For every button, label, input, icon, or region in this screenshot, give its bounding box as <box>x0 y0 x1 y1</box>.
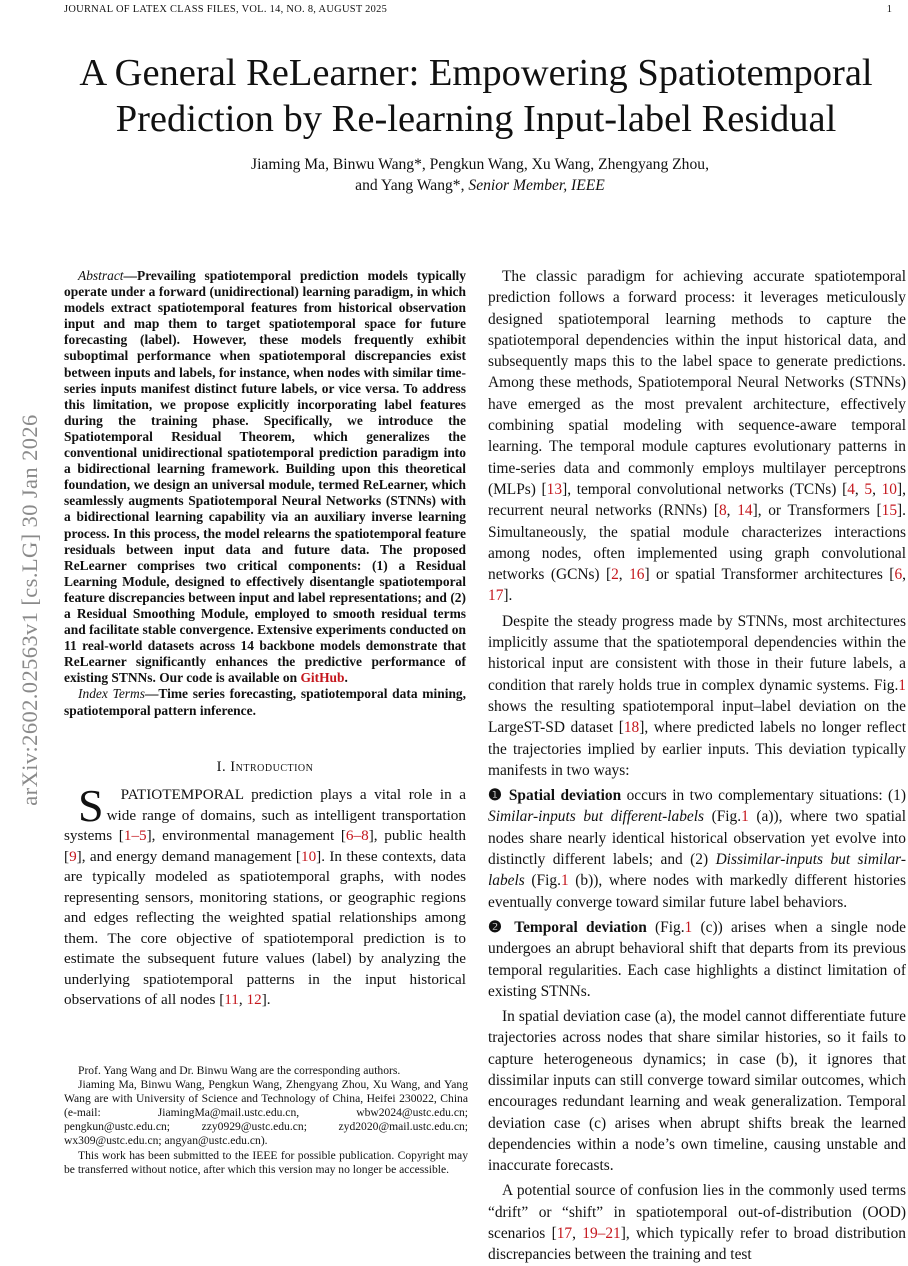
citation-link[interactable]: 9 <box>69 847 77 865</box>
body-text: ], temporal convolutional networks (TCNs) [ <box>562 480 848 498</box>
citation-link[interactable]: 19–21 <box>582 1225 621 1243</box>
temporal-deviation-label: ❷ Temporal deviation <box>488 918 647 936</box>
github-link[interactable]: GitHub <box>300 670 345 686</box>
body-text: ] or spatial Transformer architectures [ <box>644 566 895 584</box>
citation-link[interactable]: 14 <box>737 502 753 520</box>
citation-link[interactable]: 10 <box>881 480 897 498</box>
spatial-deviation-label: ❶ Spatial deviation <box>488 787 622 805</box>
citation-link[interactable]: 12 <box>246 991 262 1009</box>
paragraph-paradigm <box>488 266 906 607</box>
emphasis-text: Similar-inputs but different-labels <box>488 808 705 826</box>
page-number: 1 <box>886 4 892 15</box>
author-line-2 <box>100 175 860 196</box>
body-text: (Fig. <box>646 918 685 936</box>
author-line-1: Jiaming Ma, Binwu Wang*, Pengkun Wang, Xu Wang, Zhengyang Zhou, <box>251 156 709 173</box>
arxiv-identifier: arXiv:2602.02563v1 [cs.LG] 30 Jan 2026 <box>17 414 42 806</box>
intro-text: prediction plays a vital role in a wide range of domains, such as intelligent transportation systems [ <box>64 786 466 845</box>
intro-paragraph <box>64 780 466 1011</box>
body-text: A potential source of confusion lies in the commonly used terms “drift” or “shift” in spatiotemporal out-of-distribution (OOD) scenarios [ <box>488 1182 906 1243</box>
citation-link[interactable]: 18 <box>623 719 640 737</box>
section-heading <box>64 757 466 778</box>
section-title: Introduction <box>230 758 314 775</box>
intro-text: ], public health [ <box>64 827 466 865</box>
citation-link[interactable]: 11 <box>224 991 239 1009</box>
body-text: , <box>726 502 738 520</box>
index-terms-body: —Time series forecasting, spatiotemporal data mining, spatiotemporal pattern inference. <box>64 686 466 718</box>
footnotes <box>64 1064 468 1177</box>
body-text: ]. <box>503 587 513 605</box>
body-text: (c)) arises when a single node undergoes an abrupt behavioral shift that departs from its previous temporal regularities. Each case highlights a distinct limitation of existing STNNs. <box>488 918 906 1000</box>
citation-link[interactable]: 10 <box>300 847 317 865</box>
body-text: ], recurrent neural networks (RNNs) [ <box>488 480 906 520</box>
intro-text: ], and energy demand management [ <box>76 847 301 865</box>
body-text: (Fig. <box>704 808 742 826</box>
citation-link[interactable]: 16 <box>629 566 645 584</box>
paragraph-cases: In spatial deviation case (a), the model cannot differentiate future trajectories across nodes that share similar histories, so it fails to capture heterogeneous dynamics; in case (b), it ignores that dissimilar inputs can still converge toward similar outcomes, which encourages redundant learning and weak generalization. Temporal deviation case (c) arises when abrupt shifts break the learned dependencies within a node’s own timeline, causing unstable and inaccurate forecasts. <box>488 1008 906 1175</box>
intro-text: ]. In these contexts, data are typically modeled as spatiotemporal graphs, with nodes representing sensors, monitoring stations, or geographic regions and edges reflecting the weighted spatial relationships among them. The core objective of spatiotemporal prediction is to estimate the subsequent future values (label) by analyzing the underlying spatiotemporal patterns in the input historical observations of all nodes [ <box>64 847 466 1009</box>
author-list <box>100 154 860 196</box>
footnote-corresponding: Prof. Yang Wang and Dr. Binwu Wang are the corresponding authors. <box>78 1064 401 1077</box>
author-line-2-names: and Yang Wang*, <box>355 177 469 194</box>
body-text: , <box>872 480 882 498</box>
footnote-copyright: This work has been submitted to the IEEE for possible publication. Copyright may be transferred without notice, after which this version may no longer be accessible. <box>64 1148 468 1176</box>
paragraph-deviation <box>488 611 906 781</box>
body-text: ], where predicted labels no longer reflect the trajectories implied by earlier inputs. This deviation typically manifests in two ways: <box>488 719 906 779</box>
body-text: (b)), where nodes with markedly different histories eventually converge toward similar future label behaviors. <box>488 872 906 911</box>
citation-link[interactable]: 17 <box>488 587 504 605</box>
citation-link[interactable]: 17 <box>556 1225 573 1243</box>
body-text: , <box>854 480 865 498</box>
citation-link[interactable]: 4 <box>847 480 855 498</box>
citation-link[interactable]: 1–5 <box>123 827 147 845</box>
section-number: I. <box>216 758 227 775</box>
left-column <box>64 268 466 1011</box>
paper-title: A General ReLearner: Empowering Spatiotemporal Prediction by Re-learning Input-label Residual <box>79 52 873 140</box>
body-text: occurs in two complementary situations: (1) <box>621 787 906 805</box>
running-header: JOURNAL OF LATEX CLASS FILES, VOL. 14, NO. 8, AUGUST 2025 <box>64 4 388 15</box>
figure-link[interactable]: 1 <box>898 676 906 694</box>
body-text: Despite the steady progress made by STNNs, most architectures implicitly assume that the spatiotemporal dependencies within the historical input are consistent with those in their future labels, a condition that rarely holds true in complex dynamic systems. Fig. <box>488 612 906 694</box>
body-text: shows the resulting spatiotemporal input–label deviation on the LargeST-SD dataset [ <box>488 697 906 737</box>
footnote-affiliation: Jiaming Ma, Binwu Wang, Pengkun Wang, Zhengyang Zhou, Xu Wang, and Yang Wang are with University of Science and Technology of China, Heifei 230022, China (e-mail: JiamingMa@mail.ustc.edu.cn, wbw2024@ustc.edu.cn; pengkun@ustc.edu.cn; zzy0929@ustc.edu.cn; zyd2020@mail.ustc.edu.cn; wx309@ustc.edu.cn; angyan@ustc.edu.cn). <box>64 1078 468 1148</box>
body-text: (Fig. <box>524 872 561 890</box>
index-terms-lead: Index Terms <box>78 686 145 702</box>
figure-link[interactable]: 1 <box>684 918 693 936</box>
intro-text: , <box>238 991 247 1009</box>
citation-link[interactable]: 6–8 <box>345 827 369 845</box>
body-text: , <box>618 566 630 584</box>
citation-link[interactable]: 8 <box>718 502 727 520</box>
drop-cap: S <box>78 780 104 832</box>
emphasis-text: Dissimilar-inputs but similar-labels <box>488 851 906 890</box>
citation-link[interactable]: 5 <box>864 480 873 498</box>
body-text: (a)), where two spatial nodes share nearly identical historical observation yet evolve into distinctly different labels; and (2) <box>488 808 906 869</box>
right-column <box>488 266 906 1266</box>
body-text: ], or Transformers [ <box>752 502 882 520</box>
body-text: , <box>902 566 906 584</box>
citation-link[interactable]: 2 <box>611 566 619 584</box>
abstract-end: . <box>344 670 348 686</box>
intro-text: ]. <box>261 991 271 1009</box>
paragraph-spatial-deviation <box>488 785 906 913</box>
paragraph-ood <box>488 1180 906 1265</box>
body-text: ]. Simultaneously, the spatial module characterizes interactions among nodes, often implemented using graph convolutional networks (GCNs) [ <box>488 502 906 584</box>
index-terms <box>64 686 466 718</box>
author-membership: Senior Member, IEEE <box>468 177 605 194</box>
abstract-lead: Abstract <box>78 268 124 283</box>
intro-caps: PATIOTEMPORAL <box>120 786 244 804</box>
body-text: ], which typically refer to broad distribution discrepancies between the training and test <box>488 1225 906 1264</box>
figure-link[interactable]: 1 <box>560 872 569 890</box>
citation-link[interactable]: 15 <box>881 502 898 520</box>
citation-link[interactable]: 6 <box>894 566 903 584</box>
figure-link[interactable]: 1 <box>741 808 749 826</box>
abstract <box>64 268 466 686</box>
citation-link[interactable]: 13 <box>546 480 563 498</box>
body-text: The classic paradigm for achieving accurate spatiotemporal prediction follows a forward process: it leverages meticulously designed spatiotemporal learning methods to capture the spatiotemporal dependencies within the input historical data, and subsequently maps this to the label space to generate predictions. Among these methods, Spatiotemporal Neural Networks (STNNs) have emerged as the most prevalent architecture, effectively combining spatial modeling with sequence-aware temporal learning. The temporal module captures evolutionary patterns in time-series data and commonly employs multilayer perceptrons (MLPs) [ <box>488 268 906 498</box>
paragraph-temporal-deviation <box>488 917 906 1002</box>
body-text: , <box>572 1225 583 1243</box>
abstract-body: —Prevailing spatiotemporal prediction models typically operate under a forward (unidirectional) learning paradigm, in which models extract spatiotemporal features from historical observation input and map them to target spatiotemporal space for future forecasting (label). However, these models frequently exhibit suboptimal performance when spatiotemporal discrepancies exist between inputs and labels, for instance, when nodes with similar time-series inputs manifest distinct future labels, or vice versa. To address this limitation, we propose explicitly incorporating label features during the training phase. Specifically, we introduce the Spatiotemporal Residual Theorem, which generalizes the conventional unidirectional spatiotemporal prediction paradigm into a bidirectional learning framework. Building upon this theoretical foundation, we design an universal module, termed ReLearner, which seamlessly augments Spatiotemporal Neural Networks (STNNs) with a bidirectional learning capability via an auxiliary inverse learning process. In this process, the model relearns the spatiotemporal feature residuals between input data and future data. The proposed ReLearner comprises two critical components: (1) a Residual Learning Module, designed to effectively disentangle spatiotemporal feature discrepancies between input and label representations; and (2) a Residual Smoothing Module, employed to smooth residual terms and facilitate stable convergence. Extensive experiments conducted on 11 real-world datasets across 14 backbone models demonstrate that ReLearner significantly enhances the predictive performance of existing STNNs. Our code is available on <box>64 268 466 686</box>
intro-text: ], environmental management [ <box>146 827 346 845</box>
